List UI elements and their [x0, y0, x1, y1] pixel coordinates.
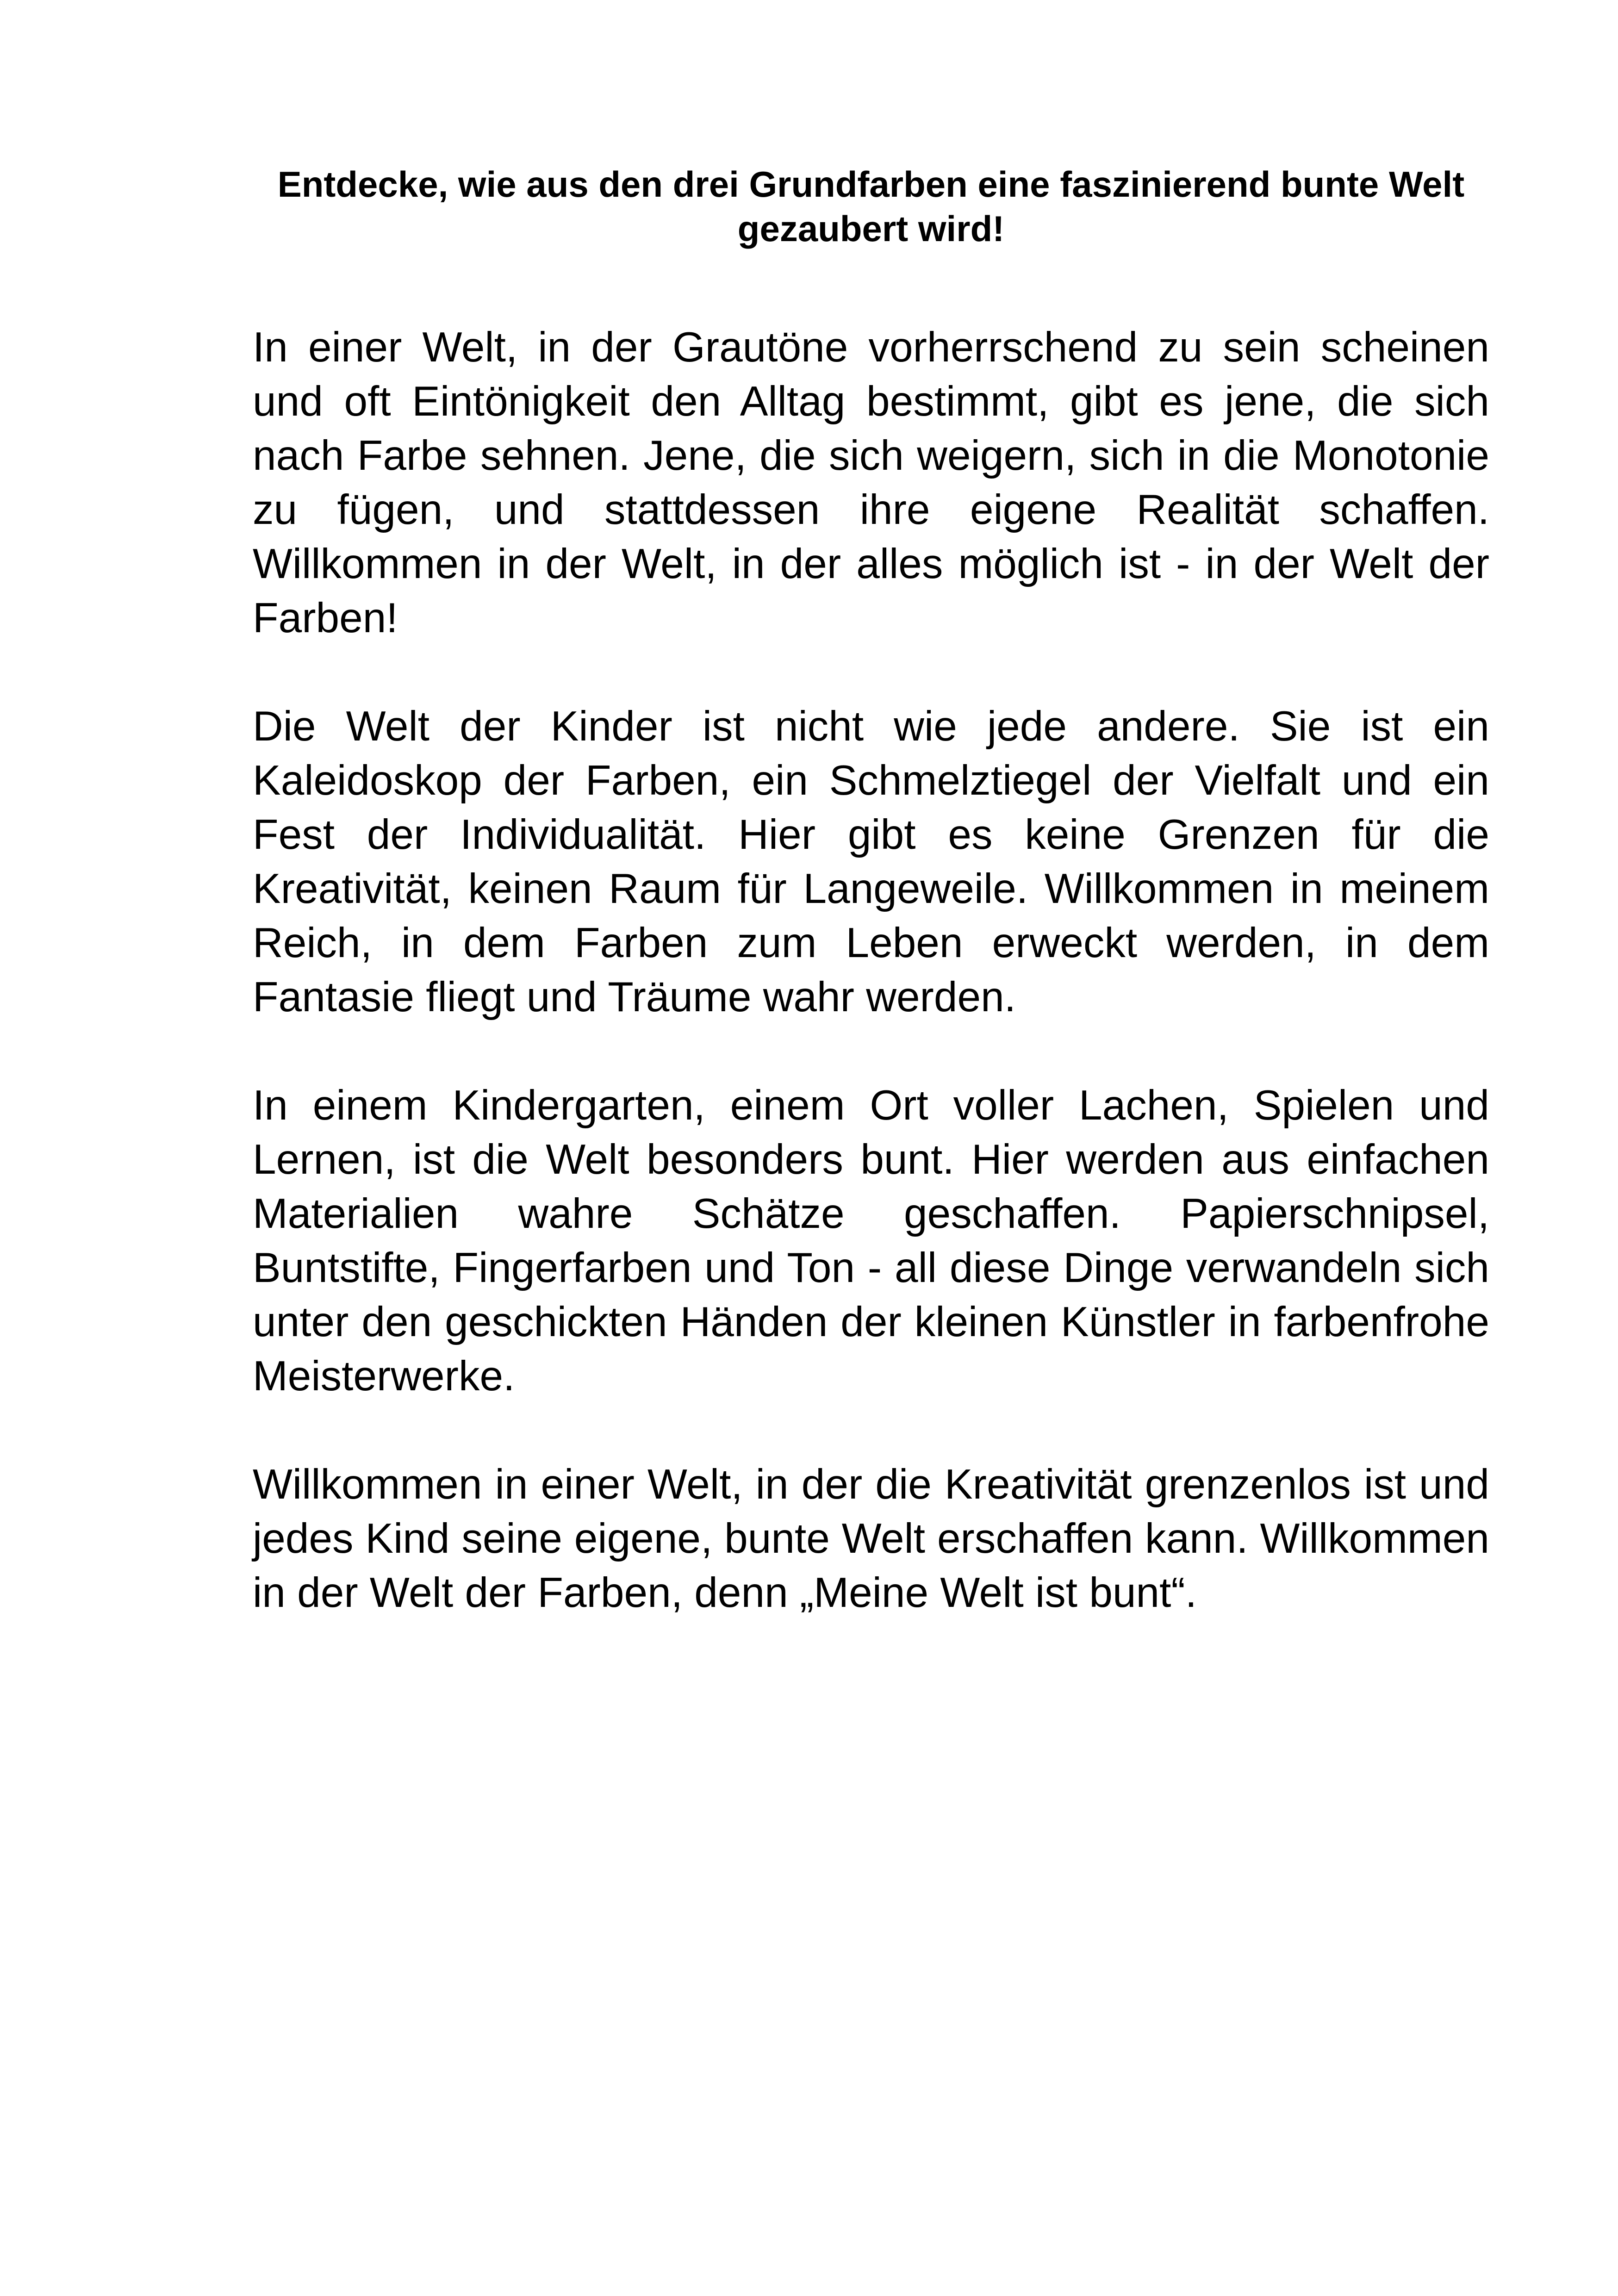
document-body: [253, 162, 1489, 1674]
paragraph-kindergarten: In einem Kindergarten, einem Ort voller Lachen, Spielen und Lernen, ist die Welt besonders bunt. Hier werden aus einfachen Materialien wahre Schätze geschaffen. Papierschnipsel, Buntstifte, Fingerfarben und Ton - all diese Dinge verwandeln sich unter den geschickten Händen der kleinen Künstler in farbenfrohe Meisterwerke.: [253, 1082, 1489, 1400]
paragraph-intro: In einer Welt, in der Grautöne vorherrschend zu sein scheinen und oft Eintönigkeit den Alltag bestimmt, gibt es jene, die sich nach Farbe sehnen. Jene, die sich weigern, sich in die Monotonie zu fügen, und stattdessen ihre eigene Realität schaffen. Willkommen in der Welt, in der alles möglich ist - in der Welt der Farben!: [253, 324, 1489, 641]
page-title: Entdecke, wie aus den drei Grundfarben eine faszinierend bunte Welt gezaubert wird!: [277, 164, 1465, 249]
paragraph-childrens-world: Die Welt der Kinder ist nicht wie jede andere. Sie ist ein Kaleidoskop der Farben, ein Schmelztiegel der Vielfalt und ein Fest der Individualität. Hier gibt es keine Grenzen für die Kreativität, keinen Raum für Langeweile. Willkommen in meinem Reich, in dem Farben zum Leben erweckt werden, in dem Fantasie fliegt und Träume wahr werden.: [253, 703, 1489, 1020]
paragraph-closing: Willkommen in einer Welt, in der die Kreativität grenzenlos ist und jedes Kind seine eigene, bunte Welt erschaffen kann. Willkommen in der Welt der Farben, denn „Meine Welt ist bunt“.: [253, 1461, 1489, 1616]
